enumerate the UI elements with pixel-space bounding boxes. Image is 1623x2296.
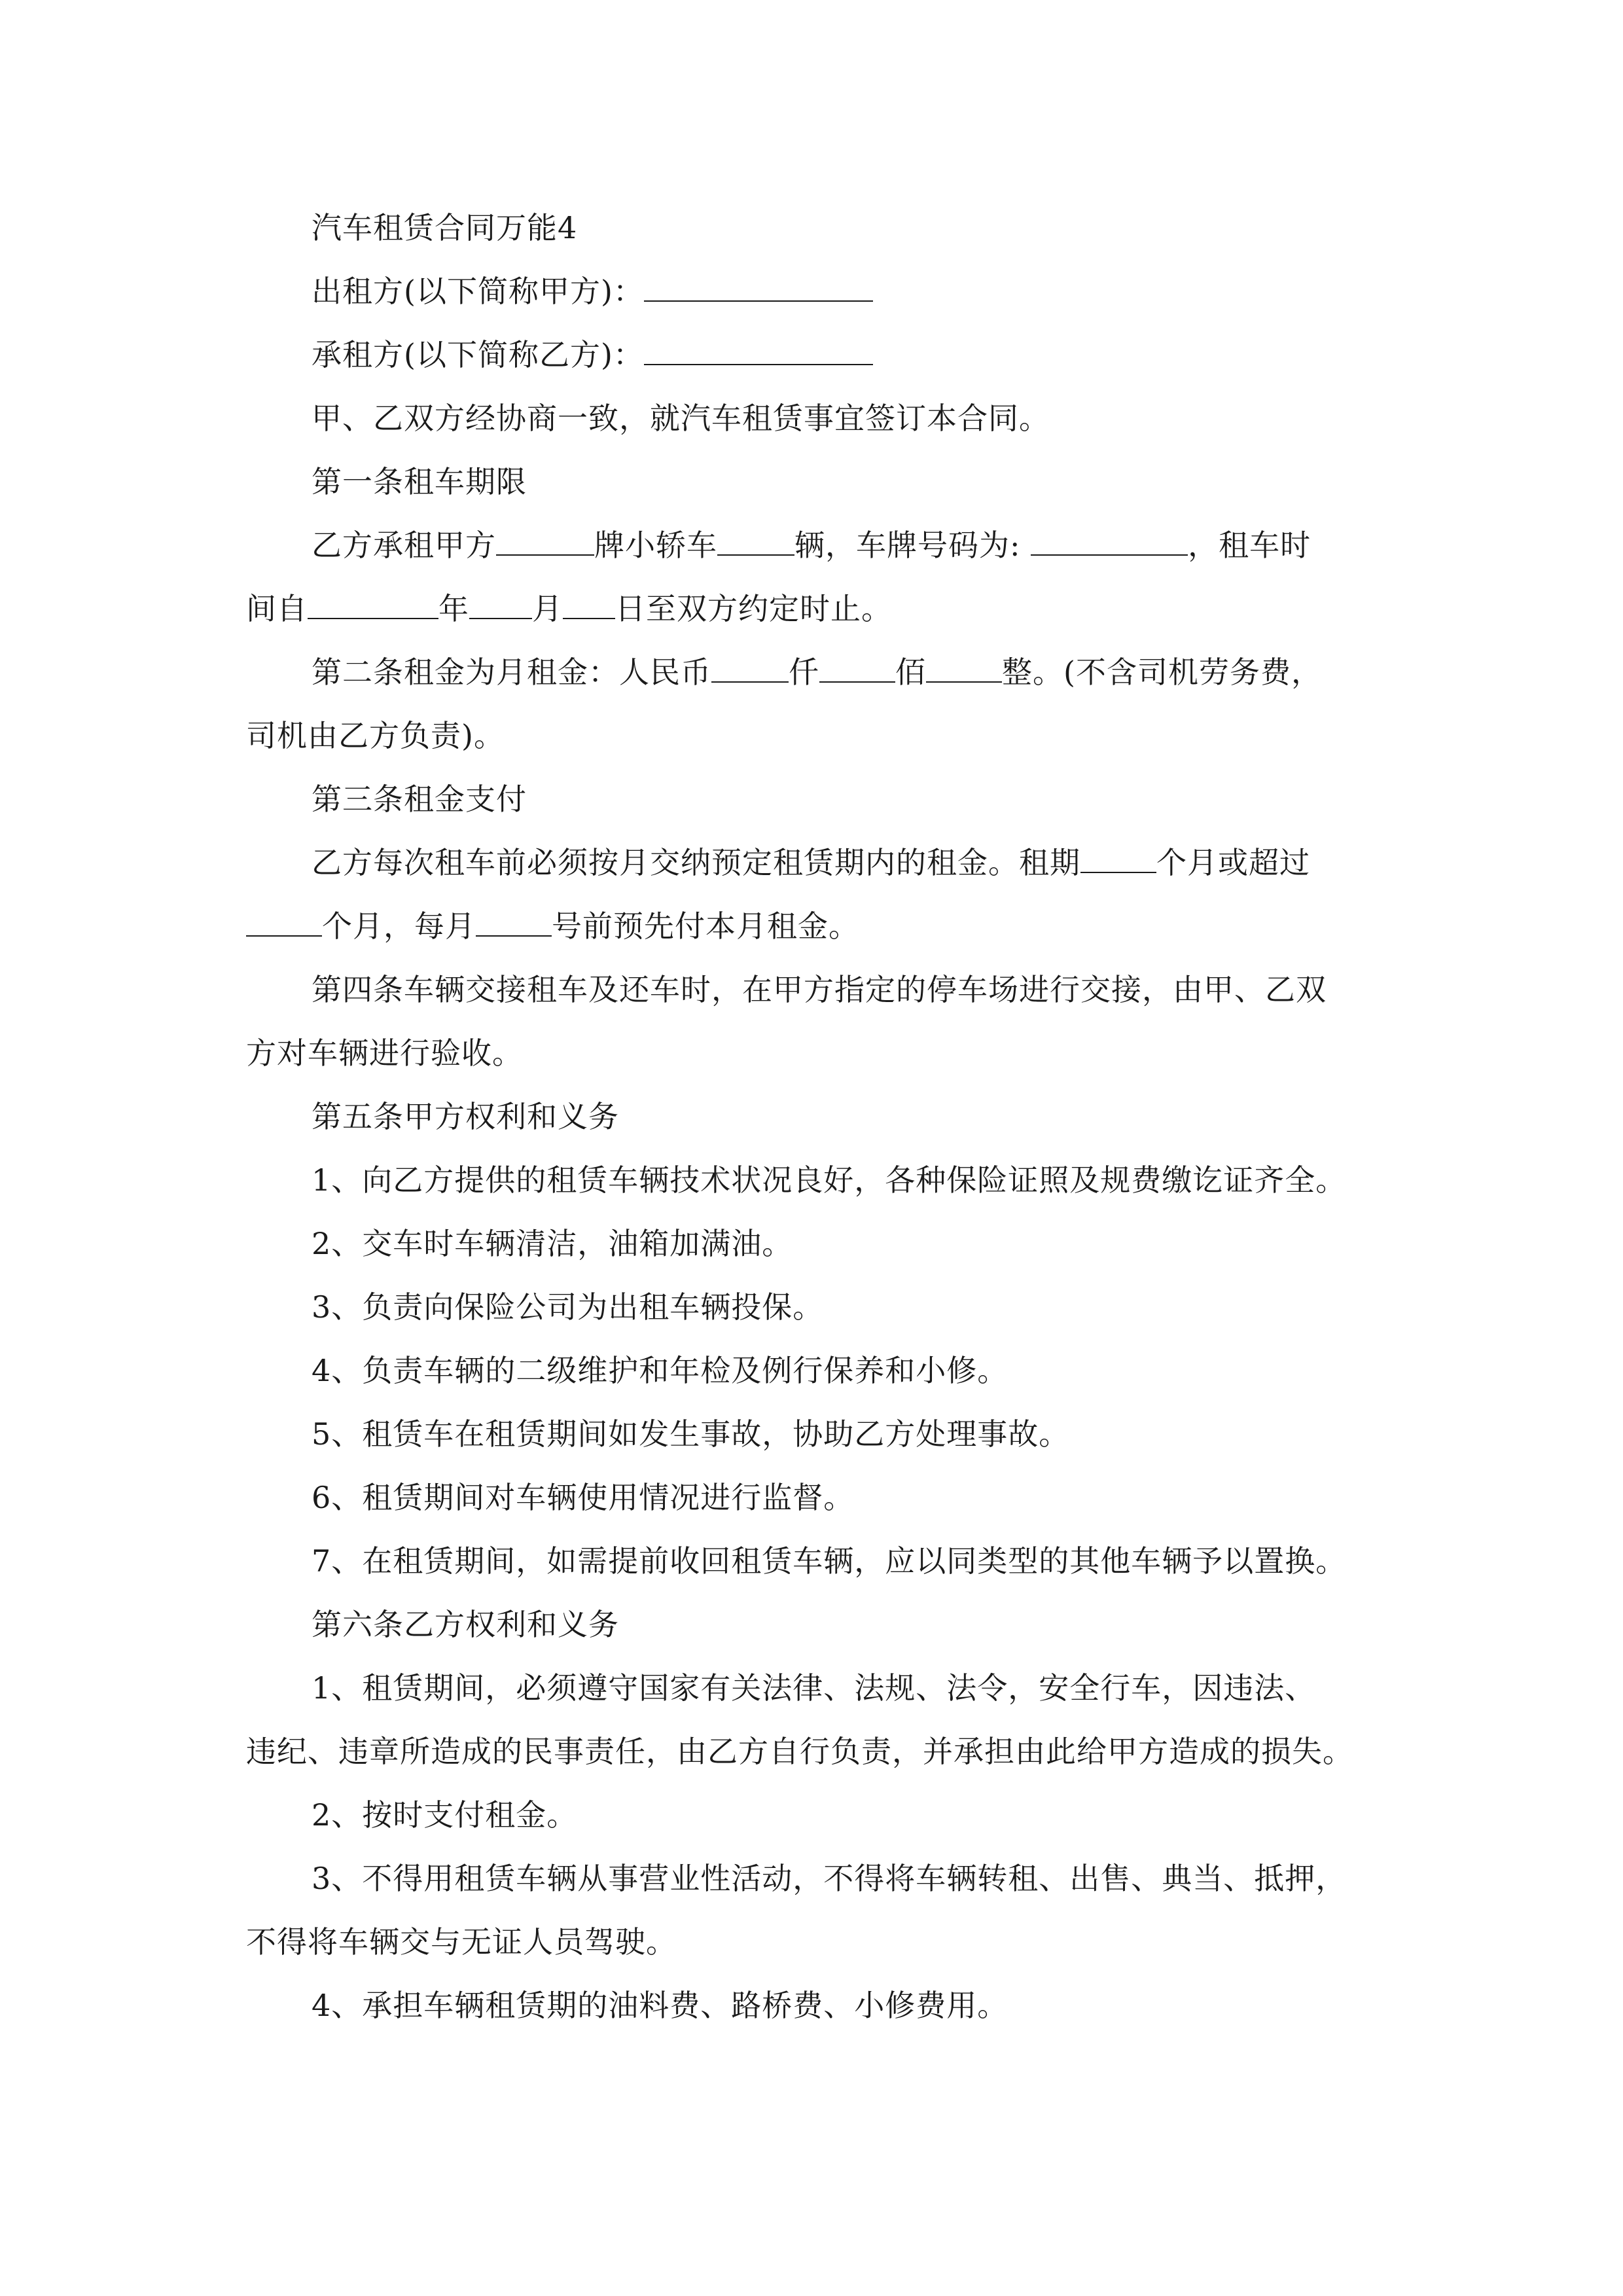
intro-paragraph: 甲、乙双方经协商一致，就汽车租赁事宜签订本合同。	[312, 401, 1050, 436]
lessee-label: 承租方(以下简称乙方)：	[312, 337, 644, 372]
article-5-item: 5、租赁车在租赁期间如发生事故，协助乙方处理事故。	[312, 1416, 1070, 1452]
lease-months-blank	[1080, 847, 1156, 873]
quantity-blank	[717, 529, 794, 556]
article-6-item-2: 2、按时支付租金。	[312, 1797, 578, 1833]
article-3-line-1: 乙方每次租车前必须按月交纳预定租赁期内的租金。租期 个月或超过	[312, 845, 1310, 880]
article-3-line-2: 个月，每月 号前预先付本月租金。	[246, 895, 1398, 958]
article-2-line-1: 第二条租金为月租金：人民币 仟 佰 整。(不含司机劳务费，	[312, 655, 1322, 690]
year-blank	[308, 593, 438, 619]
article-6-item-1-line-2: 违纪、违章所造成的民事责任，由乙方自行负责，并承担由此给甲方造成的损失。	[246, 1734, 1353, 1769]
article-1-line-1: 乙方承租甲方 牌小轿车 辆，车牌号码为: ，租车时	[312, 528, 1311, 563]
lessor-line	[246, 260, 1398, 323]
plate-number-blank	[1031, 529, 1188, 556]
exceed-months-blank	[246, 910, 322, 937]
article-6-item-3-line-2: 不得将车辆交与无证人员驾驶。	[246, 1924, 677, 1960]
article-6-item-3-line-1: 3、不得用租赁车辆从事营业性活动，不得将车辆转租、出售、典当、抵押，	[312, 1861, 1347, 1896]
document-body	[246, 196, 1398, 2037]
article-6-item-4: 4、承担车辆租赁期的油料费、路桥费、小修费用。	[312, 1988, 1008, 2023]
article-1-line-2: 间自 年 月 日至双方约定时止。	[246, 591, 892, 626]
month-blank	[469, 593, 532, 619]
article-6-item-1-line-1: 1、租赁期间，必须遵守国家有关法律、法规、法令，安全行车，因违法、	[312, 1670, 1316, 1706]
article-4-line-2: 方对车辆进行验收。	[246, 1035, 523, 1071]
article-2-line-2: 司机由乙方负责)。	[246, 718, 505, 753]
lessee-line	[246, 323, 1398, 387]
article-5-item: 1、向乙方提供的租赁车辆技术状况良好，各种保险证照及规费缴讫证齐全。	[312, 1162, 1347, 1198]
article-6-heading: 第六条乙方权利和义务	[312, 1607, 619, 1642]
document-title: 汽车租赁合同万能4	[312, 210, 578, 245]
lessee-blank	[644, 339, 873, 365]
day-blank	[563, 593, 615, 619]
article-5-heading: 第五条甲方权利和义务	[312, 1099, 619, 1134]
article-5-item: 7、在租赁期间，如需提前收回租赁车辆，应以同类型的其他车辆予以置换。	[312, 1543, 1347, 1579]
payment-day-blank	[476, 910, 552, 937]
article-5-item: 3、负责向保险公司为出租车辆投保。	[312, 1289, 824, 1325]
article-5-item: 2、交车时车辆清洁，油箱加满油。	[312, 1226, 793, 1261]
lessor-blank	[644, 276, 873, 302]
article-4-line-1: 第四条车辆交接租车及还车时，在甲方指定的停车场进行交接，由甲、乙双	[312, 972, 1327, 1007]
article-5-item: 4、负责车辆的二级维护和年检及例行保养和小修。	[312, 1353, 1008, 1388]
thousands-blank	[711, 656, 789, 683]
brand-blank	[496, 529, 594, 556]
article-1-heading: 第一条租车期限	[312, 464, 527, 499]
lessor-label: 出租方(以下简称甲方)：	[312, 274, 644, 309]
article-3-heading: 第三条租金支付	[312, 781, 527, 817]
units-blank	[926, 656, 1002, 683]
article-5-item: 6、租赁期间对车辆使用情况进行监督。	[312, 1480, 855, 1515]
hundreds-blank	[819, 656, 895, 683]
